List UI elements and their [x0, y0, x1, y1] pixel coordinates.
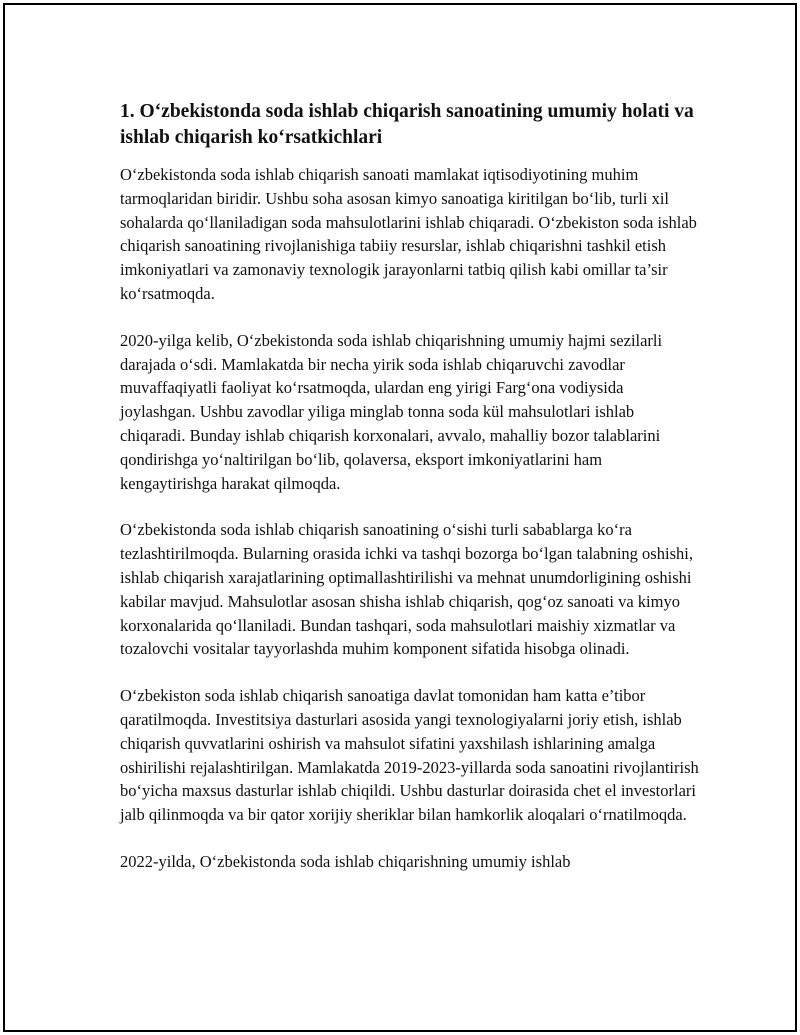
paragraph-5: 2022-yilda, O‘zbekistonda soda ishlab chiqarishning umumiy ishlab [120, 851, 571, 871]
paragraph-3: O‘zbekistonda soda ishlab chiqarish sanoatining o‘sishi turli sabablarga ko‘ra tezlashtirilmoqda. Bularning orasida ichki va tashqi bozorga bo‘lgan talabning oshishi, ishlab chiqarish xarajatlarining optimallashtirilishi va mehnat unumdorligining oshishi kabilar mavjud. Mahsulotlar asosan shisha ishlab chiqarish, qog‘oz sanoati va kimyo korxonalarida qo‘llaniladi. Bundan tashqari, soda mahsulotlari maishiy xizmatlar va tozalovchi vositalar tayyorlashda muhim komponent sifatida hisobga olinadi. [120, 520, 693, 659]
paragraph-4: O‘zbekiston soda ishlab chiqarish sanoatiga davlat tomonidan ham katta e’tibor qaratilmoqda. Investitsiya dasturlari asosida yangi texnologiyalarni joriy etish, ishlab chiqarish quvvatlarini oshirish va mahsulot sifatini yaxshilash ishlarining amalga oshirilishi rejalashtirilgan. Mamlakatda 2019-2023-yillarda soda sanoatini rivojlantirish bo‘yicha maxsus dasturlar ishlab chiqildi. Ushbu dasturlar doirasida chet el investorlari jalb qilinmoqda va bir qator xorijiy sheriklar bilan hamkorlik aloqalari o‘rnatilmoqda. [120, 686, 699, 825]
section-heading: 1. O‘zbekistonda soda ishlab chiqarish sanoatining umumiy holati va ishlab chiqarish ko‘rsatkichlari [120, 101, 694, 148]
document-content [120, 99, 700, 897]
document-page [3, 3, 797, 1032]
paragraph-1: O‘zbekistonda soda ishlab chiqarish sanoati mamlakat iqtisodiyotining muhim tarmoqlaridan biridir. Ushbu soha asosan kimyo sanoatiga kiritilgan bo‘lib, turli xil sohalarda qo‘llaniladigan soda mahsulotlarini ishlab chiqaradi. O‘zbekiston soda ishlab chiqarish sanoatining rivojlanishiga tabiiy resurslar, ishlab chiqarishni tashkil etish imkoniyatlari va zamonaviy texnologik jarayonlarni tatbiq qilish kabi omillar ta’sir ko‘rsatmoqda. [120, 165, 697, 303]
paragraph-2: 2020-yilga kelib, O‘zbekistonda soda ishlab chiqarishning umumiy hajmi sezilarli darajada o‘sdi. Mamlakatda bir necha yirik soda ishlab chiqaruvchi zavodlar muvaffaqiyatli faoliyat ko‘rsatmoqda, ulardan eng yirigi Farg‘ona vodiysida joylashgan. Ushbu zavodlar yiliga minglab tonna soda kül mahsulotlari ishlab chiqaradi. Bunday ishlab chiqarish korxonalari, avvalo, mahalliy bozor talablarini qondirishga yo‘naltirilgan bo‘lib, qolaversa, eksport imkoniyatlarini ham kengaytirishga harakat qilmoqda. [120, 330, 663, 493]
